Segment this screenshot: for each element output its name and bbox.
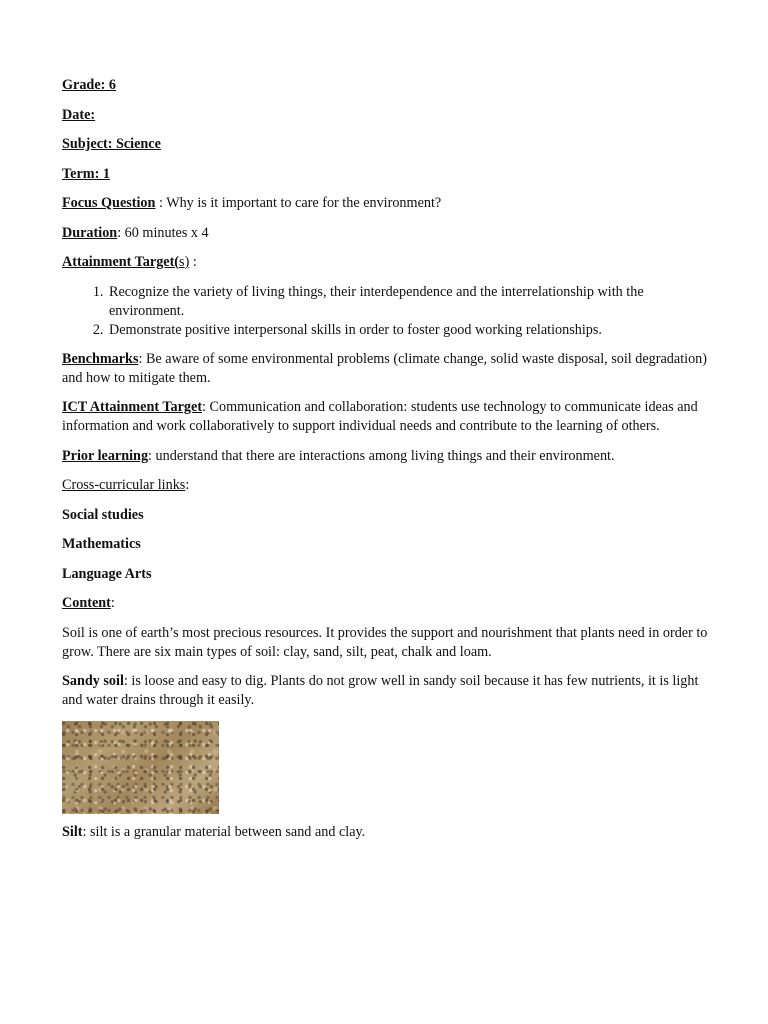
sandy-soil-text: : is loose and easy to dig. Plants do not grow well in sandy soil because it has few nutrients, it is light and water drains through it easily. — [62, 673, 699, 708]
benchmarks-label: Benchmarks — [62, 350, 139, 367]
cross-curricular-label: Cross-curricular links — [62, 477, 186, 493]
silt-text: : silt is a granular material between sand and clay. — [82, 823, 366, 840]
duration-text: : 60 minutes x 4 — [117, 224, 209, 241]
prior-learning-text: : understand that there are interactions among living things and their environment. — [148, 447, 615, 464]
prior-learning-label: Prior learning — [62, 447, 149, 464]
silt-label: Silt — [62, 823, 83, 840]
attainment-target-s: s — [179, 254, 185, 270]
attainment-target-item: 2. Demonstrate positive interpersonal skills in order to foster good working relationships. — [107, 321, 708, 340]
grade-line: Grade: 6 — [62, 77, 116, 93]
focus-question-text: : Why is it important to care for the environment? — [155, 195, 442, 211]
attainment-target-list — [62, 283, 708, 340]
content-suffix: : — [110, 595, 115, 611]
subject-mathematics: Mathematics — [62, 536, 141, 552]
silt-paragraph — [62, 823, 708, 842]
content-label: Content — [62, 595, 111, 611]
prior-learning — [62, 447, 708, 466]
attainment-target-item: 1. Recognize the variety of living things, their interdependence and the interrelationship with the environment. — [107, 283, 708, 321]
duration-label: Duration — [62, 224, 118, 241]
attainment-target-label: Attainment Target( — [62, 254, 180, 270]
duration — [62, 224, 708, 243]
ict-attainment-target-text: : Communication and collaboration: students use technology to communicate ideas and information and work collaboratively to support individual needs and contribute to the learning of others. — [62, 399, 698, 434]
content-intro: Soil is one of earth’s most precious resources. It provides the support and nourishment that plants need in order to grow. There are six main types of soil: clay, sand, silt, peat, chalk and loam. — [62, 624, 708, 660]
sandy-soil-label: Sandy soil — [62, 673, 124, 689]
term-line: Term: 1 — [62, 165, 110, 182]
date-line: Date: — [62, 106, 96, 123]
attainment-target-suffix: : — [189, 254, 197, 270]
cross-curricular-heading — [62, 476, 708, 495]
cross-curricular-suffix: : — [185, 477, 190, 493]
attainment-target-heading — [62, 253, 708, 272]
attainment-target-close: ) — [184, 254, 190, 270]
focus-question — [62, 194, 708, 213]
ict-attainment-target-label: ICT Attainment Target — [62, 399, 203, 415]
focus-question-label: Focus Question — [62, 195, 156, 211]
subject-line: Subject: Science — [62, 136, 161, 152]
subject-language-arts: Language Arts — [62, 565, 152, 582]
sandy-soil-paragraph — [62, 672, 708, 710]
sandy-soil-image — [62, 721, 219, 814]
lesson-plan-page — [62, 76, 708, 852]
benchmarks-text: : Be aware of some environmental problems (climate change, solid waste disposal, soil degradation) and how to mitigate them. — [62, 350, 707, 386]
subject-social-studies: Social studies — [62, 506, 144, 523]
benchmarks — [62, 350, 708, 388]
content-heading — [62, 594, 708, 613]
ict-attainment-target — [62, 398, 708, 436]
